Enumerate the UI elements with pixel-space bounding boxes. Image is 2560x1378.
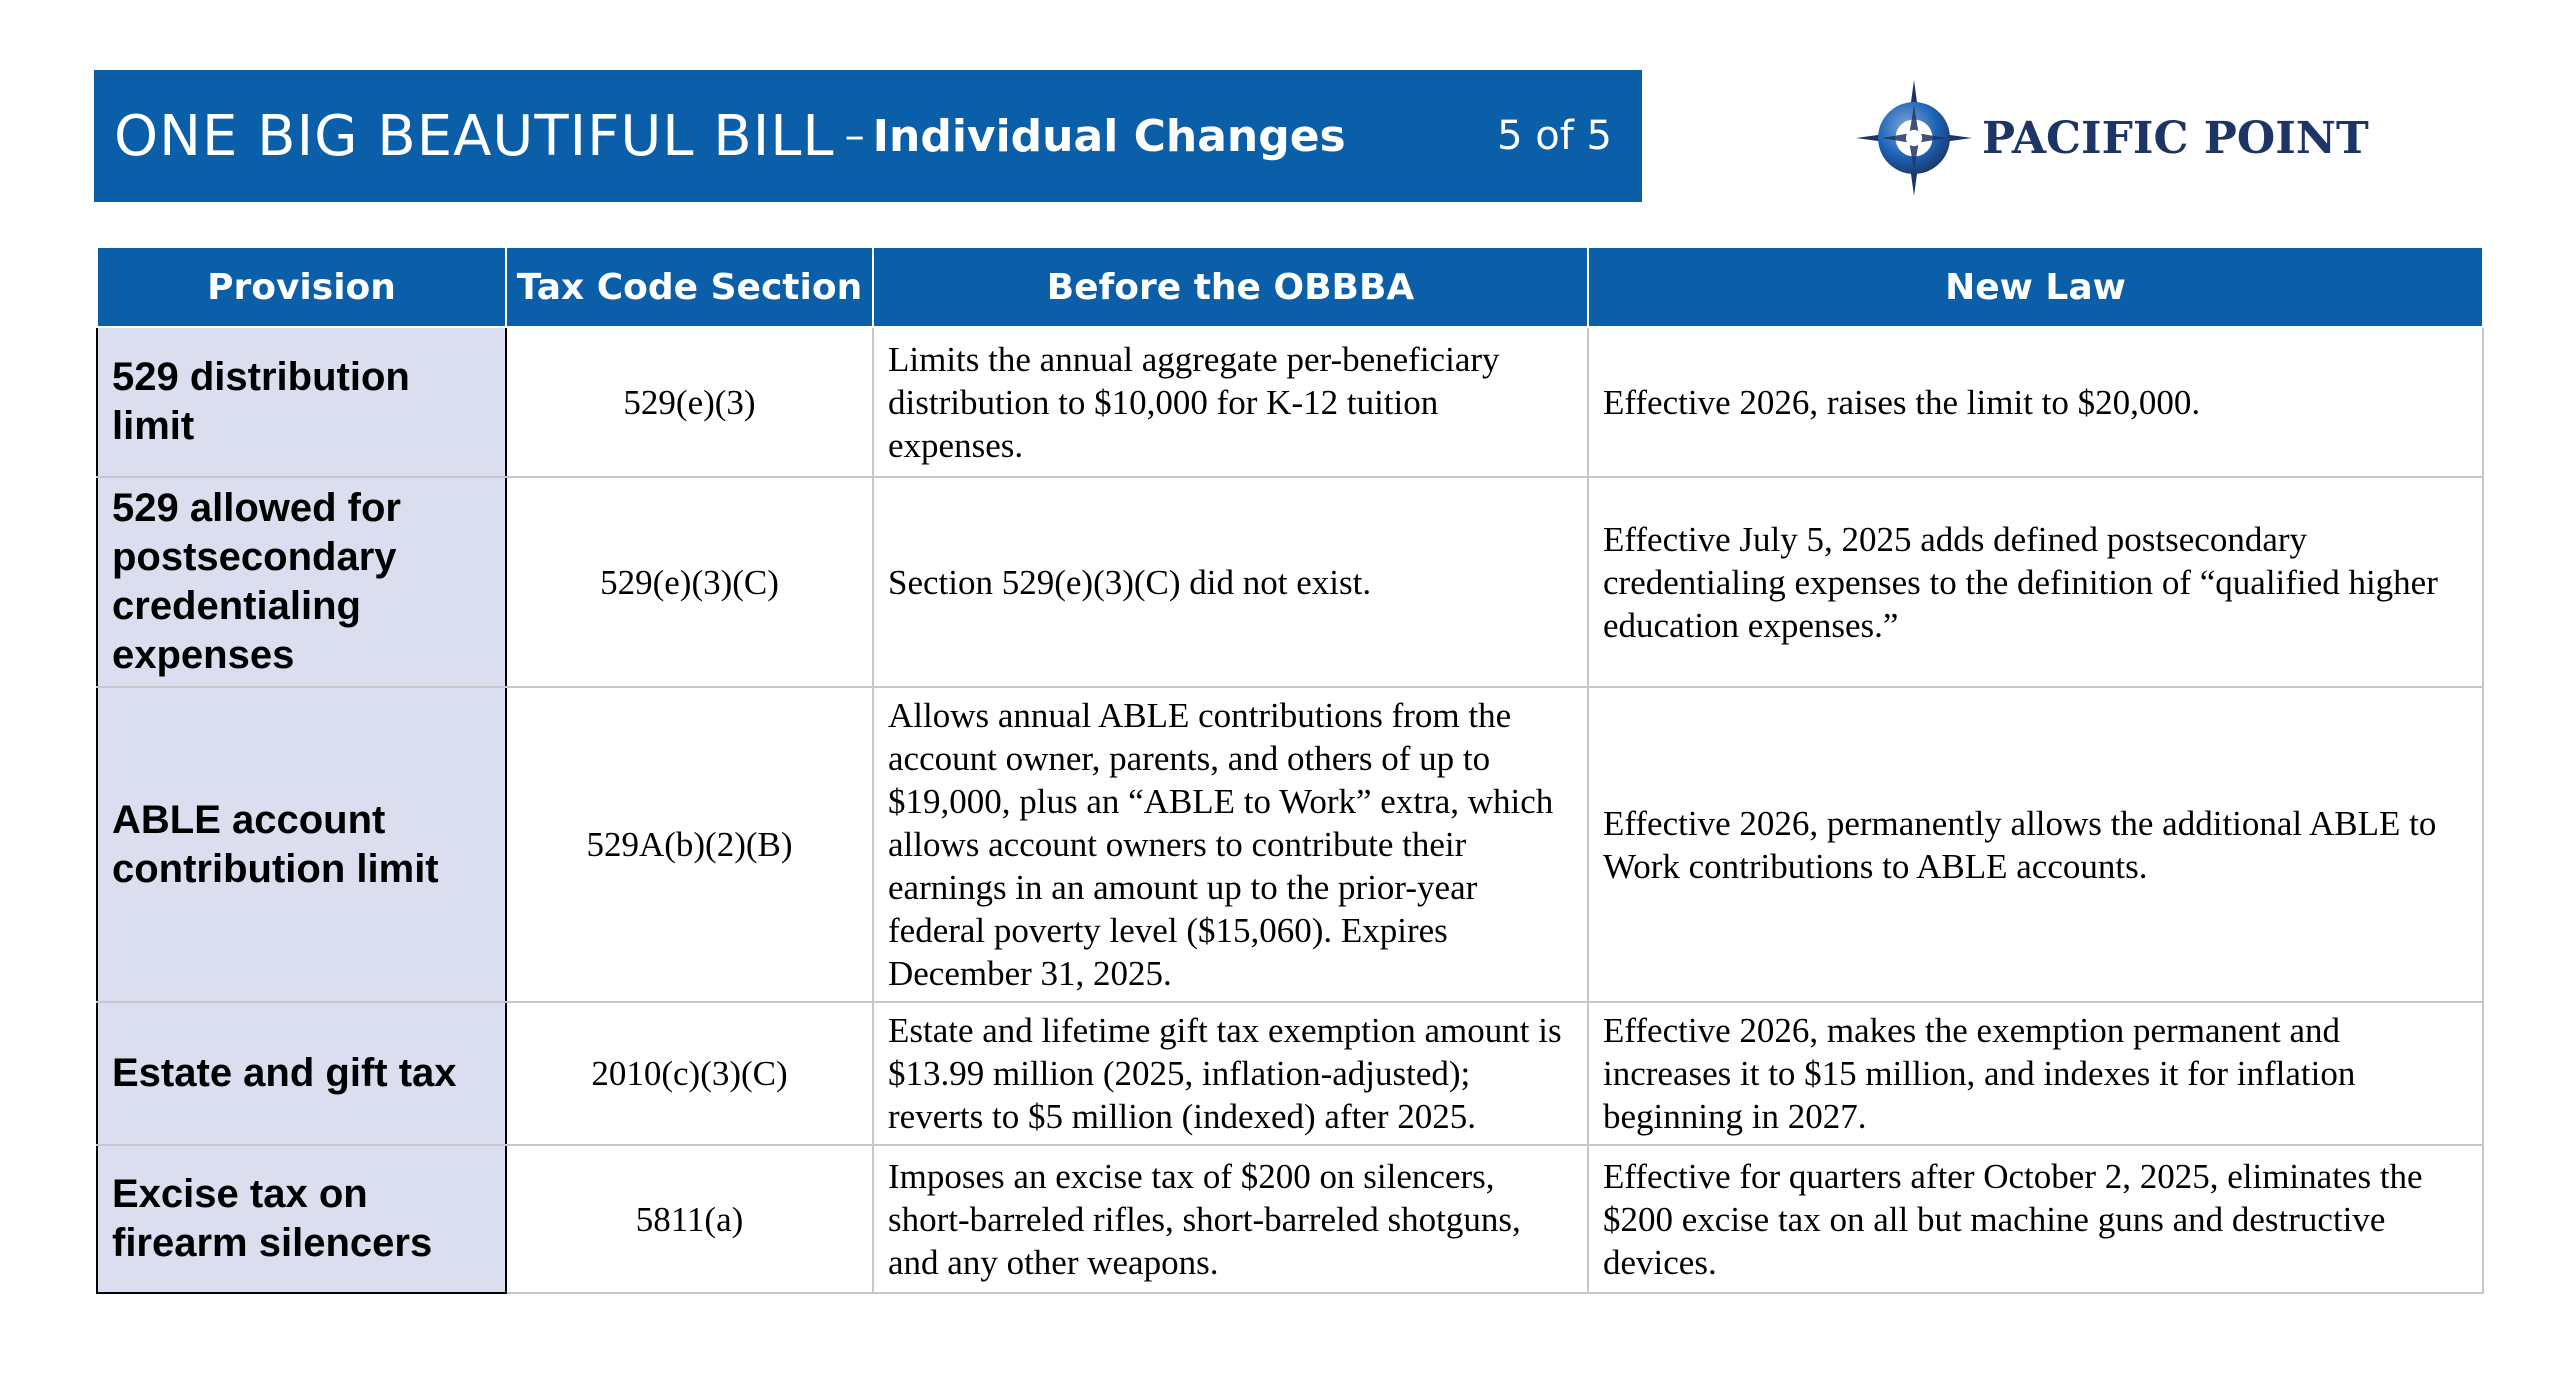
provision-cell: 529 allowed for postsecondary credentialing expenses xyxy=(97,477,506,687)
page-subtitle: Individual Changes xyxy=(872,110,1346,162)
table-row xyxy=(97,477,2483,687)
tax-code-cell: 2010(c)(3)(C) xyxy=(506,1002,873,1145)
provision-cell: 529 distribution limit xyxy=(97,327,506,477)
page-title: ONE BIG BEAUTIFUL BILL xyxy=(114,103,835,169)
column-header-before: Before the OBBBA xyxy=(873,247,1588,327)
provisions-table xyxy=(96,246,2484,1294)
new-law-cell: Effective July 5, 2025 adds defined postsecondary credentialing expenses to the definition of “qualified higher education expenses.” xyxy=(1588,477,2483,687)
table-row xyxy=(97,1002,2483,1145)
new-law-cell: Effective 2026, permanently allows the additional ABLE to Work contributions to ABLE accounts. xyxy=(1588,687,2483,1002)
provision-cell: ABLE account contribution limit xyxy=(97,687,506,1002)
new-law-cell: Effective 2026, raises the limit to $20,000. xyxy=(1588,327,2483,477)
new-law-cell: Effective 2026, makes the exemption permanent and increases it to $15 million, and indexes it for inflation beginning in 2027. xyxy=(1588,1002,2483,1145)
pacific-point-logo xyxy=(1856,80,2369,196)
tax-code-cell: 529(e)(3)(C) xyxy=(506,477,873,687)
title-separator: – xyxy=(844,113,865,159)
before-cell: Section 529(e)(3)(C) did not exist. xyxy=(873,477,1588,687)
table-row xyxy=(97,327,2483,477)
title-banner xyxy=(94,70,1642,202)
column-header-tax-code: Tax Code Section xyxy=(506,247,873,327)
page-indicator: 5 of 5 xyxy=(1497,113,1612,159)
compass-logo-icon xyxy=(1856,80,1972,196)
before-cell: Limits the annual aggregate per-beneficiary distribution to $10,000 for K-12 tuition expenses. xyxy=(873,327,1588,477)
table-row xyxy=(97,687,2483,1002)
table-row xyxy=(97,1145,2483,1293)
logo-wordmark: PACIFIC POINT xyxy=(1982,112,2369,164)
provision-cell: Estate and gift tax xyxy=(97,1002,506,1145)
tax-code-cell: 529(e)(3) xyxy=(506,327,873,477)
tax-code-cell: 529A(b)(2)(B) xyxy=(506,687,873,1002)
before-cell: Estate and lifetime gift tax exemption amount is $13.99 million (2025, inflation-adjusted); reverts to $5 million (indexed) after 2025. xyxy=(873,1002,1588,1145)
provision-cell: Excise tax on firearm silencers xyxy=(97,1145,506,1293)
before-cell: Imposes an excise tax of $200 on silencers, short-barreled rifles, short-barreled shotguns, and any other weapons. xyxy=(873,1145,1588,1293)
column-header-new-law: New Law xyxy=(1588,247,2483,327)
tax-code-cell: 5811(a) xyxy=(506,1145,873,1293)
column-header-provision: Provision xyxy=(97,247,506,327)
before-cell: Allows annual ABLE contributions from the account owner, parents, and others of up to $19,000, plus an “ABLE to Work” extra, which allows account owners to contribute their earnings in an amount up to the prior-year federal poverty level ($15,060). Expires December 31, 2025. xyxy=(873,687,1588,1002)
new-law-cell: Effective for quarters after October 2, 2025, eliminates the $200 excise tax on all but machine guns and destructive devices. xyxy=(1588,1145,2483,1293)
table-header-row xyxy=(97,247,2483,327)
